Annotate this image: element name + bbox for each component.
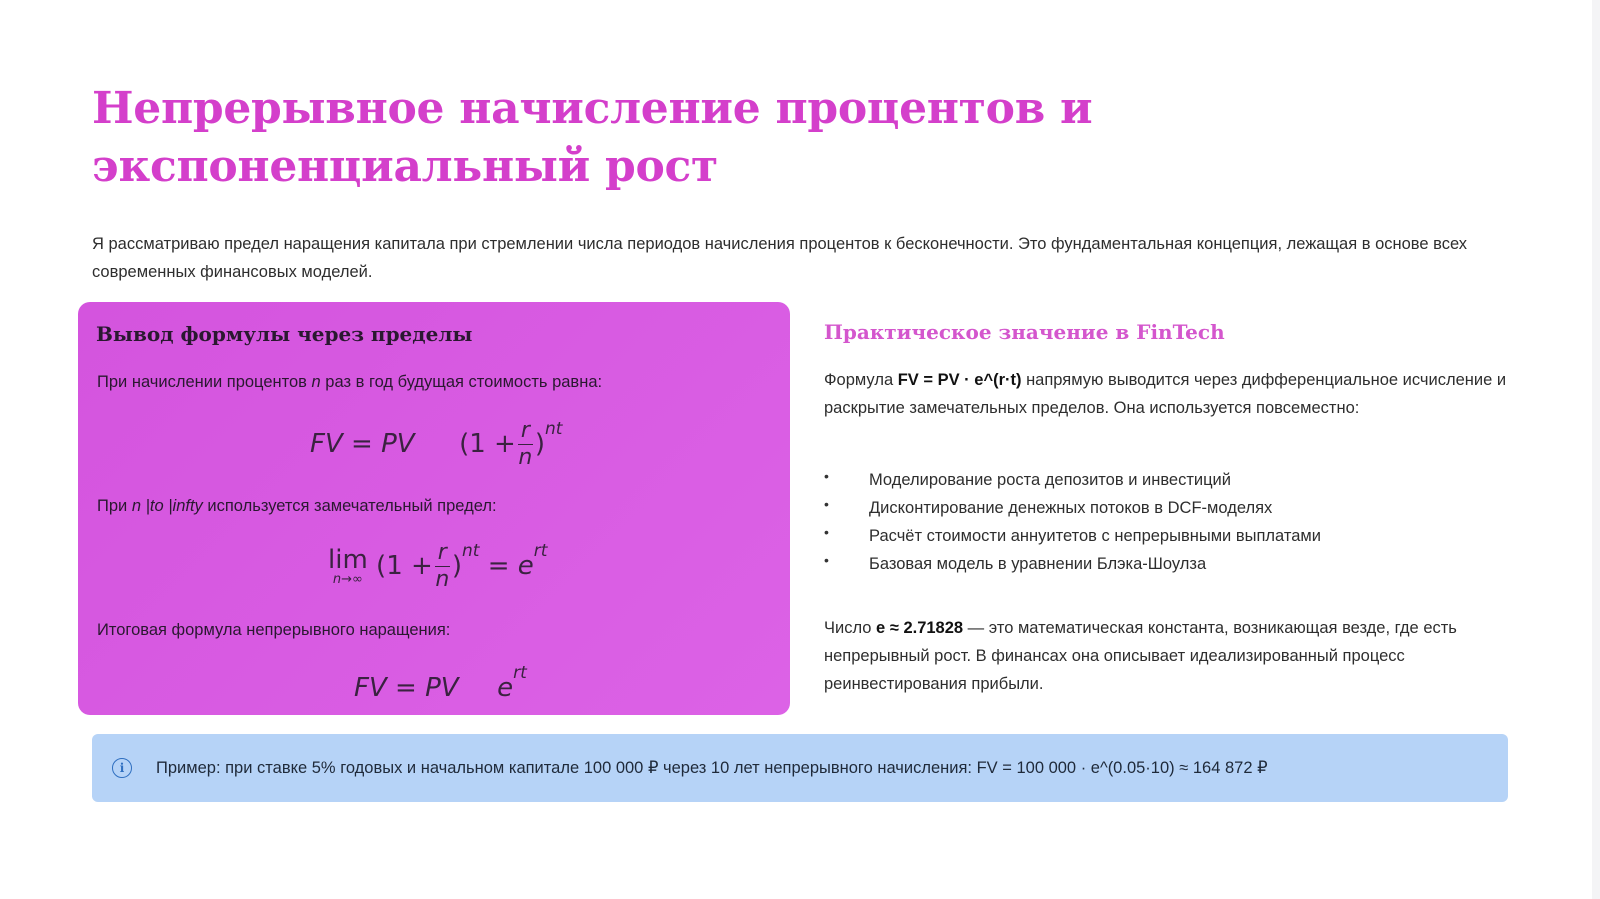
page-title: Непрерывное начисление процентов и экспоненциальный рост [92,83,1093,192]
constant-e-before: Число [824,619,877,637]
list-item: • Базовая модель в уравнении Блэка-Шоулза [824,550,1321,578]
card-text-2-after: используется замечательный предел: [202,497,497,515]
formula1-fraction [518,420,533,469]
formula-continuous [354,658,527,703]
list-item: • Дисконтирование денежных потоков в DCF-моделях [824,494,1321,522]
formula1-eq: = [351,429,373,459]
formula2-exp: nt [462,541,480,561]
card-text-1-var: n [311,373,321,391]
card-text-2-var: n |to |infty [131,497,203,515]
formula3-rhs-exp: rt [513,663,527,683]
formula1-lhs: FV [310,429,343,459]
formula2-fraction [435,542,450,591]
list-item: • Моделирование роста депозитов и инвестиций [824,466,1321,494]
formula1-exp: nt [545,419,563,439]
formula-compound [310,414,562,469]
formula2-close: ) [451,551,462,581]
formula3-eq: = [395,673,417,703]
derivation-card [78,302,790,715]
fintech-paragraph-after: напрямую выводится через дифференциальное исчисление и раскрытие замечательных пределов. Она используется повсеместно: [824,371,1507,417]
formula2-sub: n→∞ [332,571,363,587]
formula1-open: (1 + [459,429,516,459]
formula1-num: r [518,420,533,445]
example-note-text: Пример: при ставке 5% годовых и начальном капитале 100 000 ₽ через 10 лет непрерывного начисления: FV = 100 000 · e^(0.05·10) ≈ 164 872 ₽ [156,759,1268,777]
formula2-rhs-exp: rt [533,541,548,561]
formula1-close: ) [534,429,546,459]
constant-e-paragraph [824,614,1524,698]
formula2-lim-block [328,544,368,587]
intro-paragraph: Я рассматриваю предел наращения капитала при стремлении числа периодов начисления процентов к бесконечности. Это фундаментальная концепция, лежащая в основе всех современных финансовых моделей. [92,235,1468,281]
formula3-rhs: e [497,673,514,703]
fintech-formula-bold: FV = PV · e^(r·t) [897,371,1022,389]
formula1-pv: PV [381,429,415,459]
formula2-lim: lim [328,544,368,575]
applications-list [824,466,1321,578]
formula2-eq: = [487,551,510,581]
info-icon: i [112,758,132,778]
constant-e-after: — это математическая константа, возникающая везде, где есть непрерывный рост. В финансах она описывает идеализированный процесс реинвестирования прибыли. [824,619,1457,693]
card-text-1-after: раз в год будущая стоимость равна: [320,373,603,391]
card-text-2 [97,494,497,518]
card-text-2-before: При [97,497,132,515]
list-item: • Расчёт стоимости аннуитетов с непрерывными выплатами [824,522,1321,550]
fintech-paragraph-before: Формула [824,371,898,389]
formula-limit [328,536,547,591]
card-title: Вывод формулы через пределы [96,322,473,346]
scrollbar-track[interactable] [1592,0,1600,899]
example-note [92,734,1508,802]
fintech-section-title: Практическое значение в FinTech [824,320,1225,344]
card-text-1 [97,370,602,394]
fintech-paragraph [824,366,1514,422]
formula2-rhs: e [517,551,534,581]
formula2-num: r [435,542,450,567]
formula2-open: (1 + [376,551,433,581]
formula3-pv: PV [425,673,459,703]
formula1-den: n [518,445,533,470]
formula3-lhs: FV [354,673,387,703]
formula2-den: n [435,567,450,592]
constant-e-bold: e ≈ 2.71828 [876,619,964,637]
card-text-3: Итоговая формула непрерывного наращения: [97,621,451,639]
card-text-1-before: При начислении процентов [97,373,312,391]
